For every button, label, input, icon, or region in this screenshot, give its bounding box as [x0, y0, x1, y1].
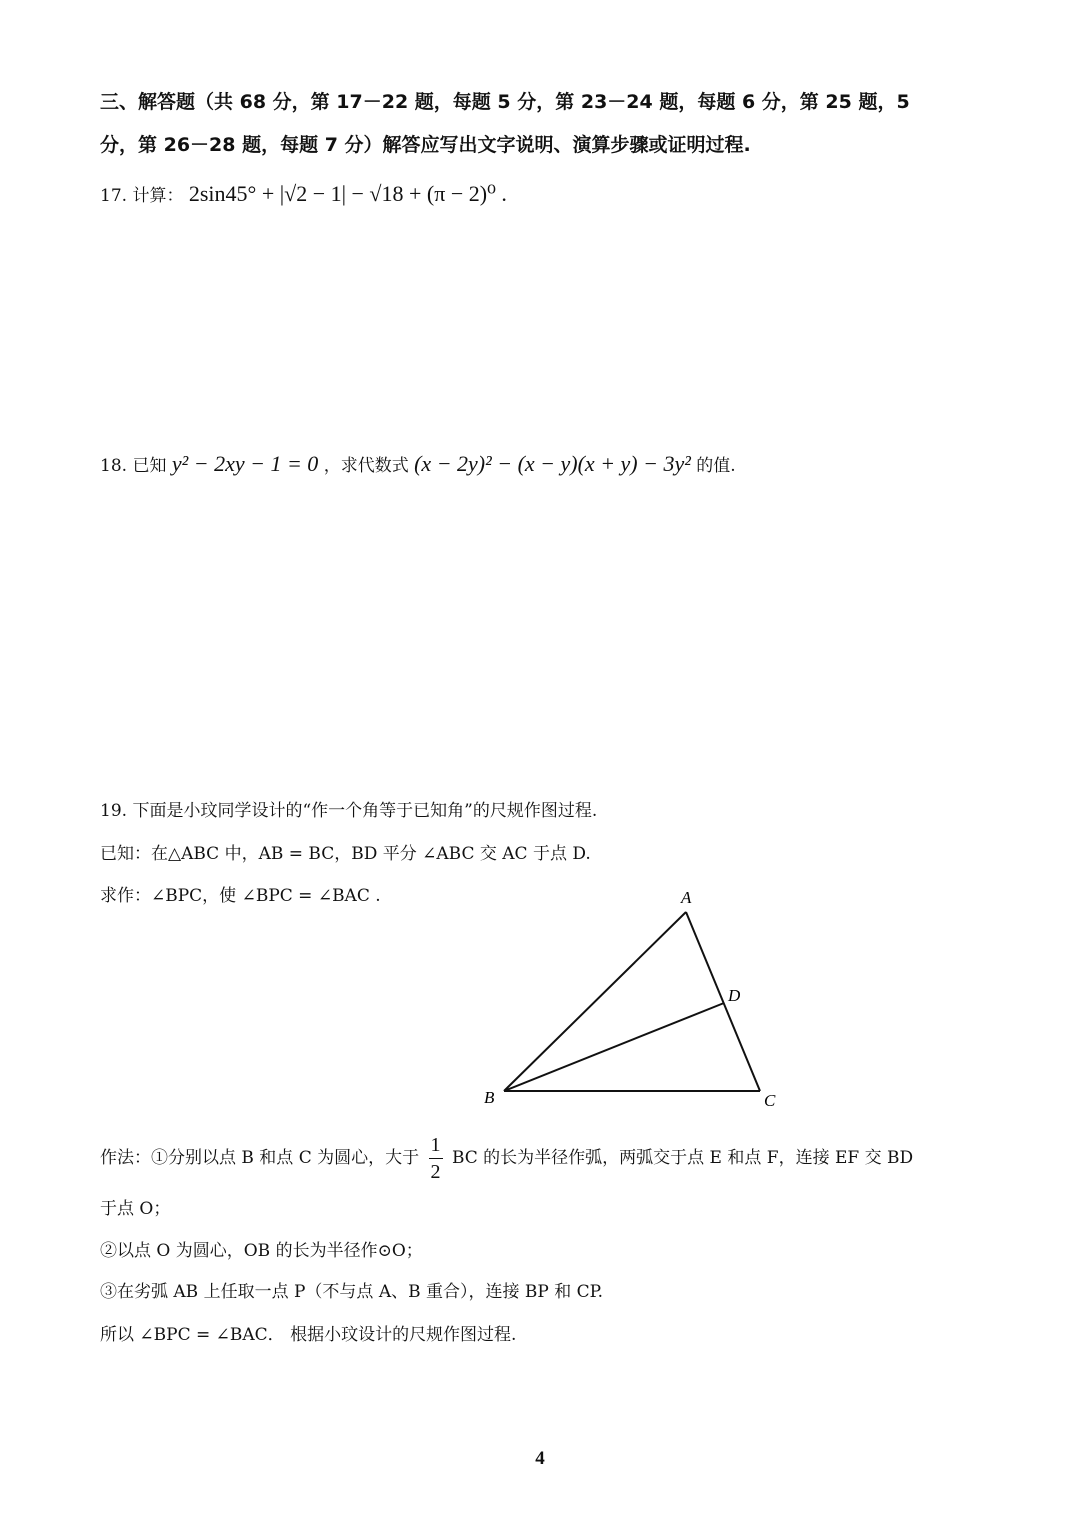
label-b: B: [484, 1088, 495, 1107]
question-18: [100, 452, 736, 478]
q19-step1-cont: 于点 O；: [100, 1199, 171, 1219]
fraction-one-half: [429, 1132, 443, 1185]
label-a: A: [681, 888, 692, 907]
fraction-denominator: 2: [430, 1161, 441, 1183]
q17-prefix: 17. 计算：: [100, 186, 184, 206]
question-17: [100, 182, 507, 208]
q19-step1: [100, 1130, 913, 1186]
label-c: C: [764, 1091, 776, 1110]
q18-suffix: 的值.: [696, 456, 736, 476]
q19-step1-a: 作法：①分别以点 B 和点 C 为圆心，大于: [100, 1148, 420, 1168]
triangle-figure: [470, 880, 810, 1120]
page-number: 4: [535, 1448, 545, 1469]
q19-step2: ②以点 O 为圆心，OB 的长为半径作⊙O；: [100, 1241, 423, 1261]
q17-expression: 2sin45° + |√2 − 1| − √18 + (π − 2)⁰ .: [188, 181, 507, 206]
label-d: D: [728, 986, 741, 1005]
segment-ac: [686, 912, 760, 1091]
q18-expression: (x − 2y)² − (x − y)(x + y) − 3y²: [414, 451, 691, 476]
q19-intro: 19. 下面是小玟同学设计的“作一个角等于已知角”的尺规作图过程.: [100, 801, 598, 821]
q18-condition: y² − 2xy − 1 = 0: [171, 451, 319, 476]
q19-given: 已知：在△ABC 中，AB = BC，BD 平分 ∠ABC 交 AC 于点 D.: [100, 844, 591, 864]
section-heading-line1: 三、解答题（共 68 分，第 17－22 题，每题 5 分，第 23－24 题，每题 6 分，第 25 题，5: [100, 91, 910, 113]
section-heading-line2: 分，第 26－28 题，每题 7 分）解答应写出文字说明、演算步骤或证明过程.: [100, 134, 751, 156]
fraction-numerator: 1: [429, 1132, 443, 1159]
q19-conclusion: 所以 ∠BPC = ∠BAC． 根据小玟设计的尺规作图过程.: [100, 1325, 517, 1345]
segment-bd: [504, 1003, 724, 1091]
q18-prefix: 18. 已知: [100, 456, 167, 476]
segment-ab: [504, 912, 686, 1091]
q19-task: 求作：∠BPC，使 ∠BPC = ∠BAC .: [100, 886, 381, 906]
q18-mid: ，求代数式: [323, 456, 409, 476]
q19-step3: ③在劣弧 AB 上任取一点 P（不与点 A、B 重合），连接 BP 和 CP.: [100, 1282, 604, 1302]
q19-step1-b: BC 的长为半径作弧，两弧交于点 E 和点 F，连接 EF 交 BD: [451, 1148, 914, 1168]
